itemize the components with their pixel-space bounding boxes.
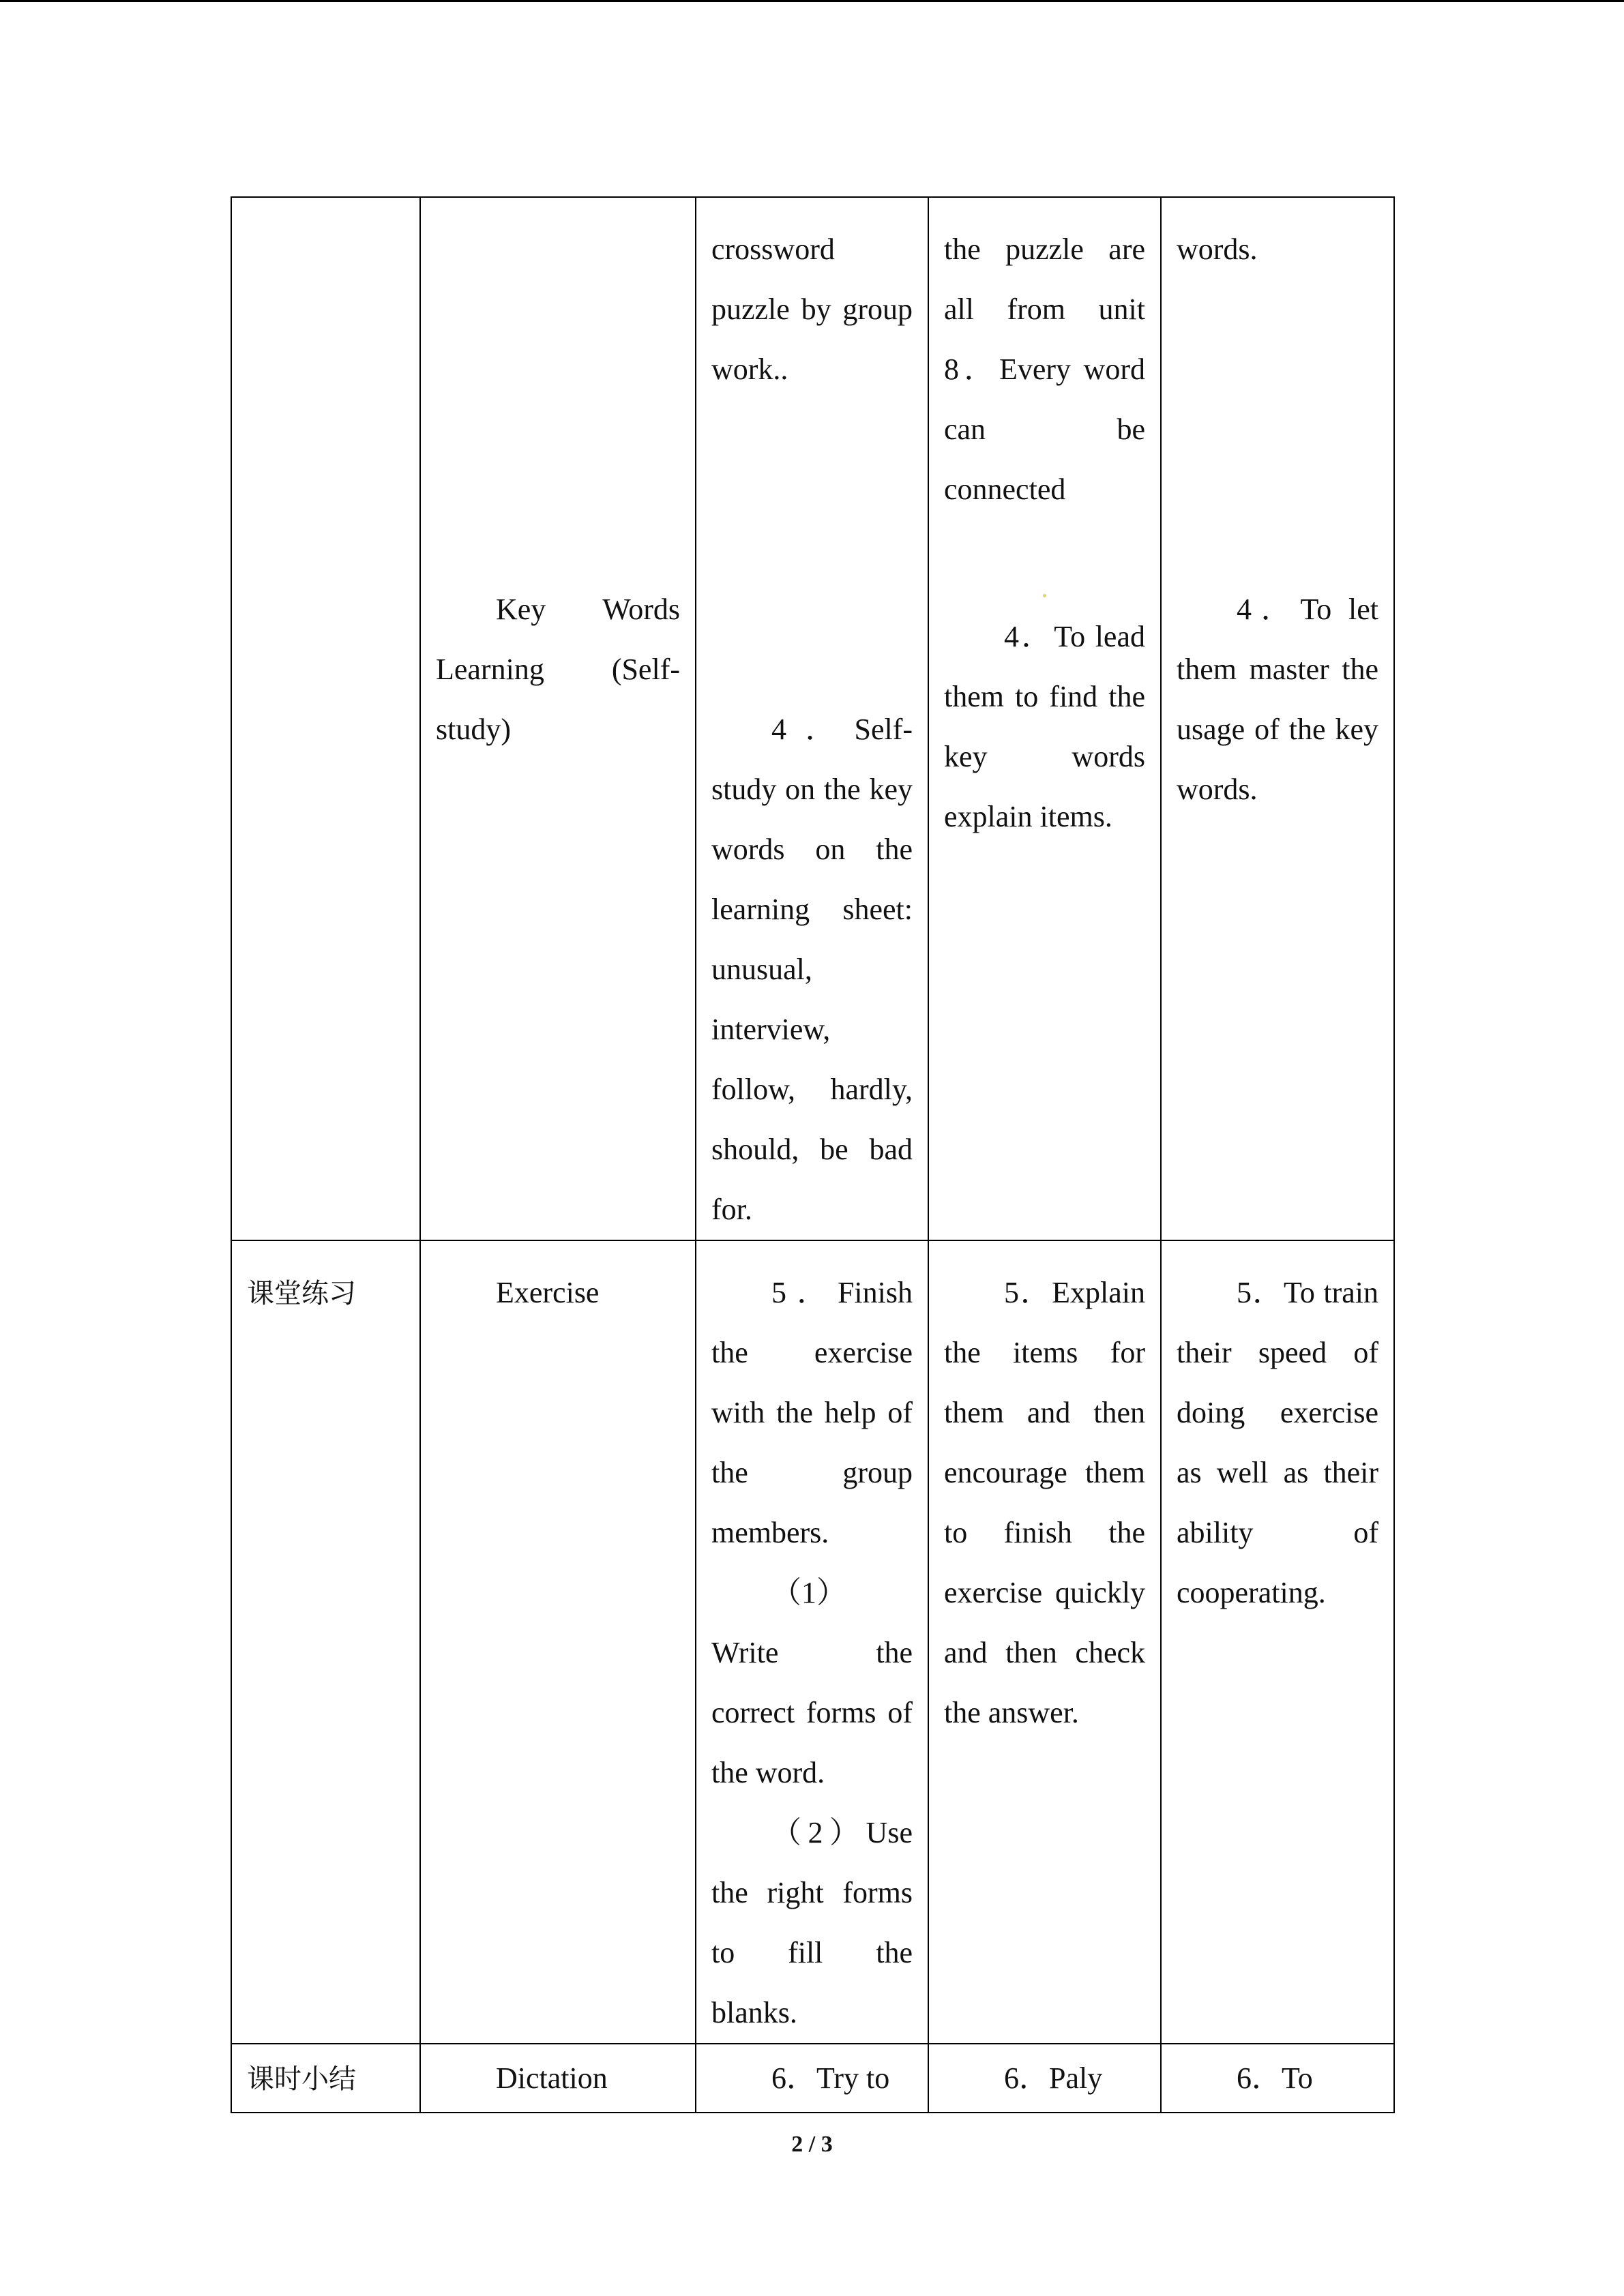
- teacher-activity-cell: [928, 1240, 1161, 2044]
- purpose-text: 6．To: [1237, 2061, 1313, 2095]
- purpose-cell: [1161, 197, 1394, 1240]
- table-row: [231, 2044, 1394, 2113]
- teacher-text: 6．Paly: [1004, 2061, 1103, 2095]
- student-sub-label: （1）: [771, 1576, 846, 1609]
- activity-cell: [420, 2044, 696, 2113]
- table-row: [231, 1240, 1394, 2044]
- student-text: 4．Self-study on the key words on the learning sheet: unusual, interview, follow, hardly, should, be bad for.: [711, 713, 913, 1226]
- page-top-rule: [0, 0, 1624, 2]
- teacher-text: 5．Explain the items for them and then encourage them to finish the exercise quickly and then check the answer.: [944, 1276, 1145, 1729]
- purpose-text: 4．To let them master the usage of the key words.: [1177, 593, 1378, 806]
- activity-text: Dictation: [496, 2061, 608, 2095]
- activity-cell: [420, 1240, 696, 2044]
- student-sub-item: Write the correct forms of the word.: [711, 1636, 913, 1789]
- student-sub-item: （2）Use the right forms to fill the blanks.: [711, 1816, 913, 2029]
- page-number: 2 / 3: [791, 2132, 833, 2157]
- student-activity-cell: [696, 1240, 928, 2044]
- student-text-continued: crossword puzzle by group work..: [711, 233, 913, 386]
- student-text: 6．Try to: [771, 2061, 890, 2095]
- student-activity-cell: [696, 197, 928, 1240]
- student-text: 5．Finish the exercise with the help of the group members.: [711, 1276, 913, 1549]
- stage-cell: [231, 197, 420, 1240]
- stage-cell: [231, 2044, 420, 2113]
- teacher-activity-cell: [928, 2044, 1161, 2113]
- activity-text: Key Words Learning (Self-study): [436, 593, 680, 746]
- teacher-text-continued: the puzzle are all from unit 8．Every word can be connected: [944, 233, 1145, 506]
- stage-cell: [231, 1240, 420, 2044]
- stage-label: 课堂练习: [247, 1278, 356, 1309]
- purpose-cell: [1161, 1240, 1394, 2044]
- purpose-text-continued: words.: [1177, 233, 1258, 266]
- purpose-cell: [1161, 2044, 1394, 2113]
- purpose-text: 5．To train their speed of doing exercise as well as their ability of cooperating.: [1177, 1276, 1378, 1609]
- activity-text: Exercise: [496, 1276, 600, 1309]
- teacher-text: 4．To lead them to find the key words explain items.: [944, 620, 1145, 833]
- teacher-activity-cell: [928, 197, 1161, 1240]
- student-activity-cell: [696, 2044, 928, 2113]
- activity-cell: [420, 197, 696, 1240]
- stage-label: 课时小结: [247, 2063, 356, 2095]
- lesson-plan-table: [231, 196, 1395, 2113]
- table-row: [231, 197, 1394, 1240]
- stray-mark: [944, 580, 1145, 607]
